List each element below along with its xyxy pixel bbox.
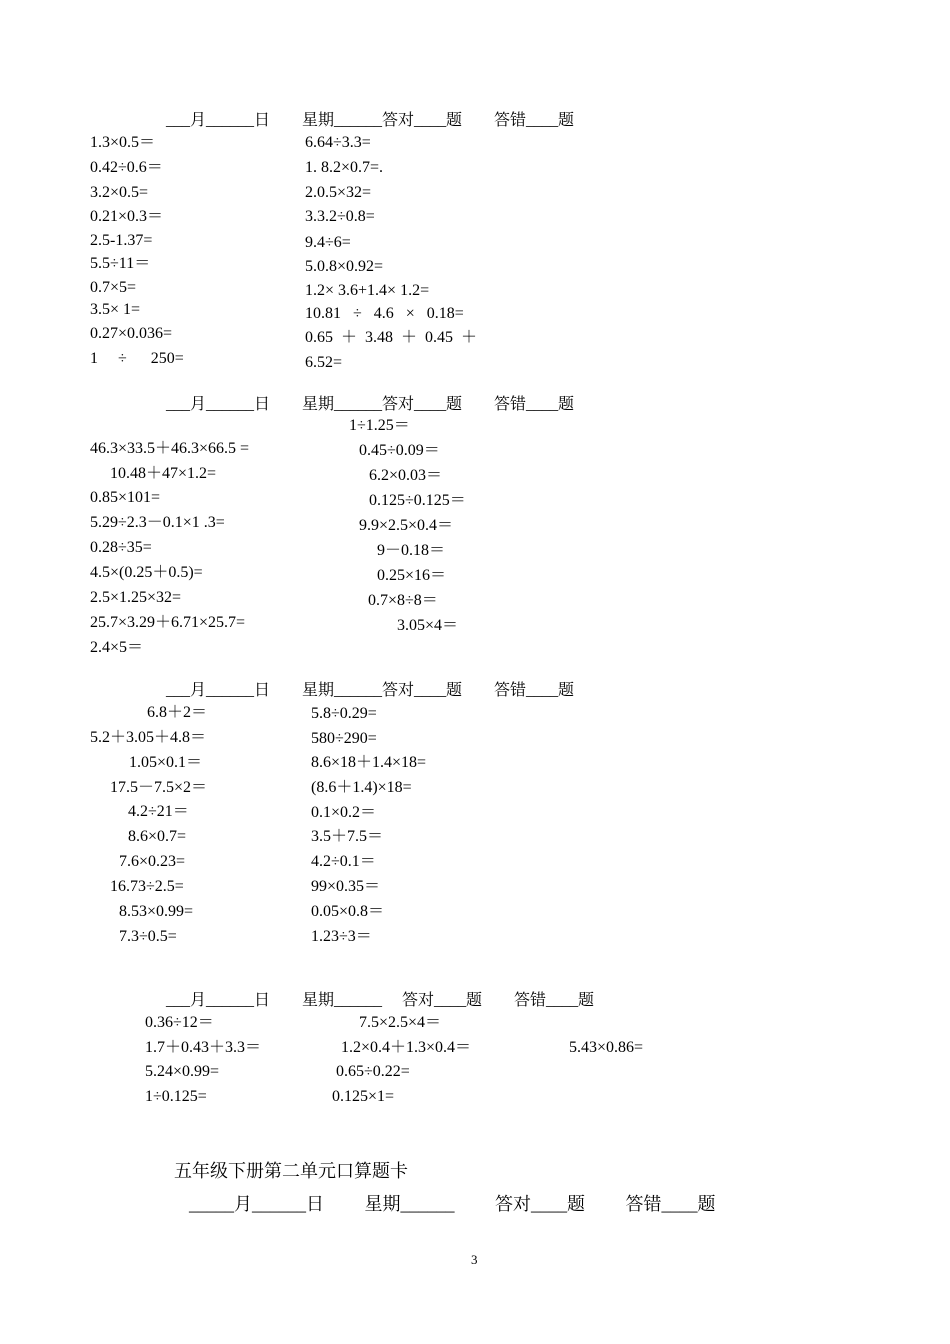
- s2-left-8: 25.7×3.29＋6.71×25.7=: [90, 614, 246, 631]
- s3-left-1: 6.8＋2＝: [147, 704, 208, 721]
- s2-left-5: 0.28÷35=: [90, 539, 152, 556]
- s1-right-1: 6.64÷3.3=: [305, 134, 371, 151]
- s1-right-6: 5.0.8×0.92=: [305, 258, 384, 275]
- s3-left-4: 17.5－7.5×2＝: [110, 779, 208, 796]
- s1-right-2: 1. 8.2×0.7=.: [305, 159, 384, 176]
- s1-left-7: 0.7×5=: [90, 279, 137, 296]
- s3-right-3: 8.6×18＋1.4×18=: [311, 754, 427, 771]
- s1-right-5: 9.4÷6=: [305, 234, 351, 251]
- s2-right-5: 9.9×2.5×0.4＝: [359, 517, 454, 534]
- s1-left-5: 2.5-1.37=: [90, 232, 153, 249]
- s2-left-1: 46.3×33.5＋46.3×66.5 =: [90, 440, 250, 457]
- s3-right-2: 580÷290=: [311, 730, 377, 747]
- s2-right-4: 0.125÷0.125＝: [369, 492, 466, 509]
- card-header: _____月______日 星期______ 答对____题 答错____题: [189, 1194, 716, 1214]
- s4-middle-2: 1.2×0.4＋1.3×0.4＝: [341, 1039, 472, 1056]
- s1-left-3: 3.2×0.5=: [90, 184, 149, 201]
- card-title: 五年级下册第二单元口算题卡: [174, 1161, 408, 1181]
- s1-right-10: 6.52=: [305, 354, 343, 371]
- s1-right-7: 1.2× 3.6+1.4× 1.2=: [305, 282, 430, 299]
- section-4-header: ___月______日 星期______ 答对____题 答错____题: [166, 992, 595, 1009]
- s1-left-8: 3.5× 1=: [90, 301, 141, 318]
- s3-right-4: (8.6＋1.4)×18=: [311, 779, 412, 796]
- s2-left-3: 0.85×101=: [90, 489, 161, 506]
- s1-left-9: 0.27×0.036=: [90, 325, 173, 342]
- s2-right-2: 0.45÷0.09＝: [359, 442, 440, 459]
- s4-left-2: 1.7＋0.43＋3.3＝: [145, 1039, 262, 1056]
- s4-left-3: 5.24×0.99=: [145, 1063, 220, 1080]
- s4-left-1: 0.36÷12＝: [145, 1014, 214, 1031]
- s1-right-4: 3.3.2÷0.8=: [305, 208, 375, 225]
- s1-left-4: 0.21×0.3＝: [90, 208, 164, 225]
- s1-right-9: 0.65 ＋ 3.48 ＋ 0.45 ＋: [305, 329, 478, 346]
- s3-right-5: 0.1×0.2＝: [311, 804, 377, 821]
- s3-left-3: 1.05×0.1＝: [129, 754, 203, 771]
- s2-right-6: 9－0.18＝: [377, 542, 446, 559]
- s4-left-4: 1÷0.125=: [145, 1088, 207, 1105]
- s1-left-2: 0.42÷0.6＝: [90, 159, 163, 176]
- s2-left-2: 10.48＋47×1.2=: [110, 465, 217, 482]
- s3-right-1: 5.8÷0.29=: [311, 705, 377, 722]
- s3-left-10: 7.3÷0.5=: [119, 928, 177, 945]
- section-2-header: ___月______日 星期______答对____题 答错____题: [166, 396, 575, 413]
- s2-right-8: 0.7×8÷8＝: [368, 592, 438, 609]
- s3-left-7: 7.6×0.23=: [119, 853, 186, 870]
- s4-middle-3: 0.65÷0.22=: [336, 1063, 410, 1080]
- s3-left-5: 4.2÷21＝: [128, 803, 189, 820]
- s2-left-9: 2.4×5＝: [90, 639, 144, 656]
- s4-middle-4: 0.125×1=: [332, 1088, 395, 1105]
- page-number: 3: [471, 1252, 478, 1267]
- s2-left-4: 5.29÷2.3－0.1×1 .3=: [90, 514, 225, 531]
- s3-right-7: 4.2÷0.1＝: [311, 853, 376, 870]
- s3-left-2: 5.2＋3.05＋4.8＝: [90, 729, 207, 746]
- section-1-header: ___月______日 星期______答对____题 答错____题: [166, 112, 575, 129]
- s2-right-3: 6.2×0.03＝: [369, 467, 443, 484]
- s3-left-8: 16.73÷2.5=: [110, 878, 184, 895]
- s2-right-1: 1÷1.25＝: [349, 417, 410, 434]
- s1-right-8: 10.81 ÷ 4.6 × 0.18=: [305, 305, 464, 322]
- s4-middle-1: 7.5×2.5×4＝: [359, 1014, 442, 1031]
- section-3-header: ___月______日 星期______答对____题 答错____题: [166, 682, 575, 699]
- s3-right-9: 0.05×0.8＝: [311, 903, 385, 920]
- s3-right-10: 1.23÷3＝: [311, 928, 372, 945]
- s1-left-10: 1 ÷ 250=: [90, 350, 184, 367]
- s2-left-7: 2.5×1.25×32=: [90, 589, 182, 606]
- s2-left-6: 4.5×(0.25＋0.5)=: [90, 564, 203, 581]
- s2-right-9: 3.05×4＝: [397, 617, 459, 634]
- s3-left-9: 8.53×0.99=: [119, 903, 194, 920]
- s4-right-1: 5.43×0.86=: [569, 1039, 644, 1056]
- s1-left-6: 5.5÷11＝: [90, 255, 151, 272]
- s3-left-6: 8.6×0.7=: [128, 828, 187, 845]
- s2-right-7: 0.25×16＝: [377, 567, 447, 584]
- s3-right-6: 3.5＋7.5＝: [311, 828, 384, 845]
- s1-left-1: 1.3×0.5＝: [90, 134, 156, 151]
- s1-right-3: 2.0.5×32=: [305, 184, 372, 201]
- s3-right-8: 99×0.35＝: [311, 878, 381, 895]
